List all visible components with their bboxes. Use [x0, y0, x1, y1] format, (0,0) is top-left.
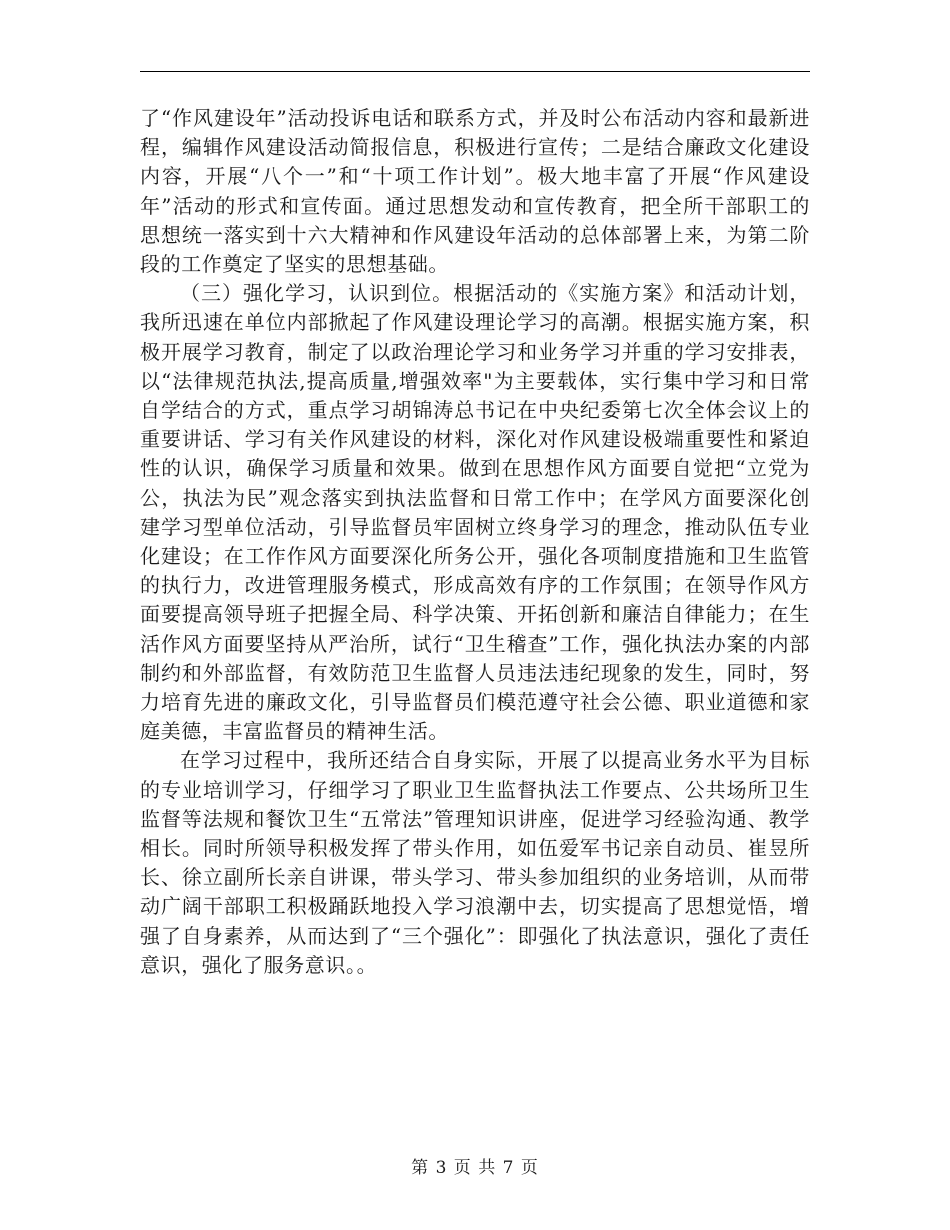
paragraph-continuation: 了“作风建设年”活动投诉电话和联系方式，并及时公布活动内容和最新进程，编辑作风建设活动简报信息，积极进行宣传；二是结合廉政文化建设内容，开展“八个一”和“十项工作计划”。极大地丰富了开展“作风建设年”活动的形式和宣传面。通过思想发动和宣传教育，把全所干部职工的思想统一落实到十六大精神和作风建设年活动的总体部署上来，为第二阶段的工作奠定了坚实的思想基础。: [140, 106, 810, 277]
document-body: [140, 104, 810, 980]
paragraph-section-three: （三）强化学习，认识到位。根据活动的《实施方案》和活动计划，我所迅速在单位内部掀起了作风建设理论学习的高潮。根据实施方案，积极开展学习教育，制定了以政治理论学习和业务学习并重的学习安排表，以“法律规范执法,提高质量,增强效率"为主要载体，实行集中学习和日常自学结合的方式，重点学习胡锦涛总书记在中央纪委第七次全体会议上的重要讲话、学习有关作风建设的材料，深化对作风建设极端重要性和紧迫性的认识，确保学习质量和效果。做到在思想作风方面要自觉把“立党为公，执法为民”观念落实到执法监督和日常工作中；在学风方面要深化创建学习型单位活动，引导监督员牢固树立终身学习的理念，推动队伍专业化建设；在工作作风方面要深化所务公开，强化各项制度措施和卫生监管的执行力，改进管理服务模式，形成高效有序的工作氛围；在领导作风方面要提高领导班子把握全局、科学决策、开拓创新和廉洁自律能力；在生活作风方面要坚持从严治所，试行“卫生稽查”工作，强化执法办案的内部制约和外部监督，有效防范卫生监督人员违法违纪现象的发生，同时，努力培育先进的廉政文化，引导监督员们模范遵守社会公德、职业道德和家庭美德，丰富监督员的精神生活。: [140, 281, 810, 744]
header-rule: [140, 71, 810, 72]
paragraph-learning-process: 在学习过程中，我所还结合自身实际，开展了以提高业务水平为目标的专业培训学习，仔细学习了职业卫生监督执法工作要点、公共场所卫生监督等法规和餐饮卫生“五常法”管理知识讲座，促进学习经验沟通、教学相长。同时所领导积极发挥了带头作用，如伍爱军书记亲自动员、崔昱所长、徐立副所长亲自讲课，带头学习、带头参加组织的业务培训，从而带动广阔干部职工积极踊跃地投入学习浪潮中去，切实提高了思想觉悟，增强了自身素养，从而达到了“三个强化”：即强化了执法意识，强化了责任意识，强化了服务意识。。: [140, 748, 810, 977]
page-number: 第 3 页 共 7 页: [411, 1158, 539, 1178]
